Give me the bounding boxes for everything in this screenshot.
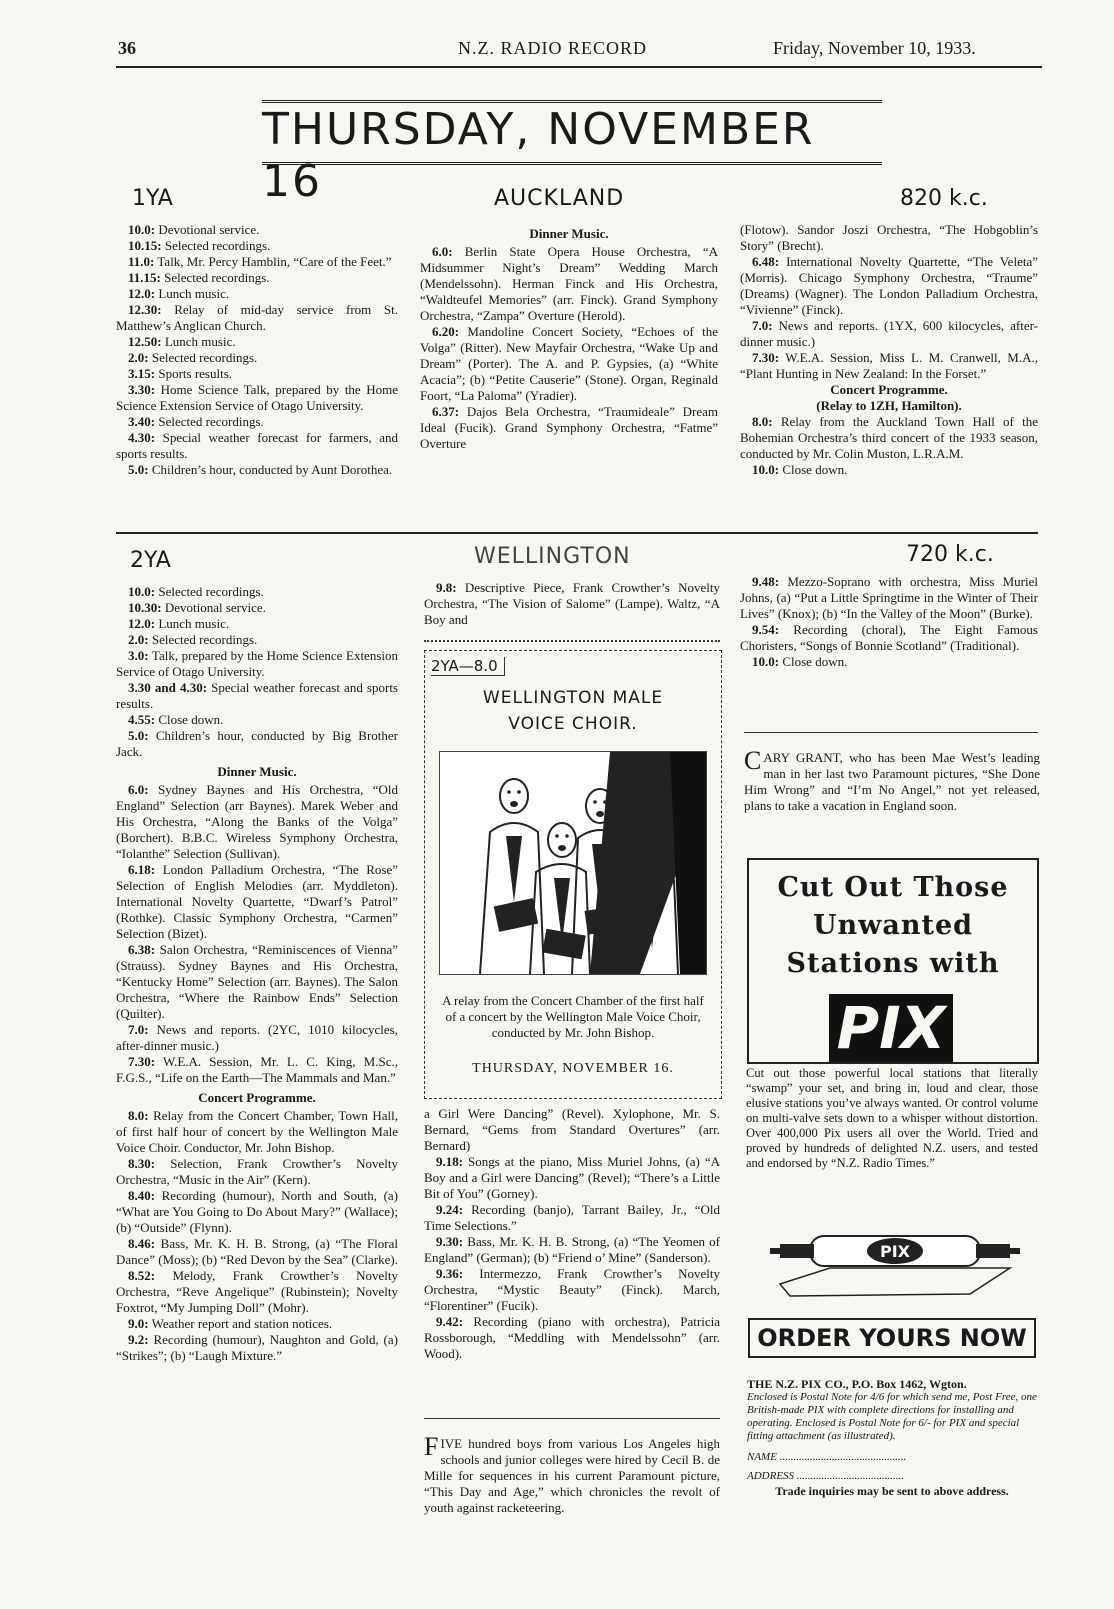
pix-coupon-text: Enclosed is Postal Note for 4/6 for which send me, Post Free, one British-made PIX with complete directions for installing and operating. Enclosed is Postal Note for 6/- for PIX and special fitting attachment (as illustrated). [747,1391,1037,1442]
header-rule [116,66,1042,68]
programme-item: 6.20: Mandoline Concert Society, “Echoes of the Volga” (Ritter). New Mayfair Orchestra, “Wake Up and Dream” (Porter). The A. and P. Gypsies, (a) “White Acacia”; (b) “Petite Causerie” (Stone). Organ, Reginald Foort, “La Paloma” (Yradier). [420,324,718,403]
auckland-evening-list [740,222,1038,382]
programme-item: 9.42: Recording (piano with orchestra), Patricia Rossborough, “Meddling with Mendelssohn” (arr. Wood). [424,1314,720,1361]
pix-ad-body: Cut out those powerful local stations that literally “swamp” your set, and bring in, loud and clear, those elusive stations you’ve always wanted. Or control volume on multi-valve sets down to a whisper without distortion. Over 400,000 Pix users all over the World. Tried and proved by hundreds of delighted N.Z. users, and tested and endorsed by “N.Z. Radio Times.” [746,1066,1038,1170]
trade-inquiries-note: Trade inquiries may be sent to above address. [775,1484,1009,1498]
programme-item: 3.30: Home Science Talk, prepared by the Home Science Extension Service of Otago University. [116,382,398,413]
coupon-name-line: NAME .............................................. [747,1451,907,1463]
station-call-1ya: 1YA [132,186,173,211]
choir-illustration [439,751,707,975]
pix-company-address: THE N.Z. PIX CO., P.O. Box 1462, Wgton. [747,1377,967,1391]
programme-item: 12.50: Lunch music. [128,334,236,349]
programme-item: 12.0: Lunch music. [128,616,230,631]
programme-item: 8.0: Relay from the Concert Chamber, Town Hall, of first half hour of concert by the Wellington Male Voice Choir. Conductor, Mr. John Bishop. [116,1108,398,1155]
auckland-column-1 [116,222,398,478]
choir-date: THURSDAY, NOVEMBER 16. [472,1061,674,1076]
programme-item: 5.0: Children’s hour, conducted by Aunt Dorothea. [128,462,393,477]
programme-item: 10.0: Close down. [752,654,848,669]
programme-item: 8.0: Relay from the Auckland Town Hall of the Bohemian Orchestra’s third concert of the 1933 season, conducted by Mr. Colin Muston, L.R.A.M. [740,414,1038,461]
station-frequency-720: 720 k.c. [906,542,994,567]
choir-feature-box [424,650,722,1099]
choir-heading-line2: VOICE CHOIR. [508,714,638,734]
programme-item: 8.30: Selection, Frank Crowther’s Novelty Orchestra, “Music in the Air” (Kern). [116,1156,398,1187]
coupon-name-label: NAME [747,1451,777,1463]
masthead: N.Z. RADIO RECORD [458,38,648,58]
page-header [0,38,1114,62]
programme-item: 9.24: Recording (banjo), Tarrant Bailey, Jr., “Old Time Selections.” [424,1202,720,1233]
programme-item: 8.52: Melody, Frank Crowther’s Novelty Orchestra, “Reve Angelique” (Rubinstein); Novelty Foxtrot, “My Jumping Doll” (Mohr). [116,1268,398,1315]
programme-item: 12.0: Lunch music. [128,286,230,301]
programme-item: 10.0: Close down. [752,462,848,477]
programme-item: 10.0: Selected recordings. [128,584,264,599]
programme-item: 3.0: Talk, prepared by the Home Science Extension Service of Otago University. [116,648,398,679]
programme-item: 9.30: Bass, Mr. K. H. B. Strong, (a) “The Yeomen of England” (German); (b) “Friend o’ Mine” (Sanderson). [424,1234,720,1265]
auckland-column-2 [420,222,718,452]
coupon-address-line: ADDRESS ....................................... [747,1470,905,1482]
programme-item: 9.48: Mezzo-Soprano with orchestra, Miss Muriel Johns, (a) “Put a Little Springtime in the Winter of Their Lives” (Knox); (b) “In the Valley of the Moon” (Burke). [740,574,1038,621]
programme-item: 8.46: Bass, Mr. K. H. B. Strong, (a) “The Floral Dance” (Moss); (b) “Red Devon by the Sea” (Clarke). [116,1236,398,1267]
title-rule-top [262,100,882,103]
pix-logo [779,994,1003,1062]
programme-item: 6.18: London Palladium Orchestra, “The Rose” Selection of English Melodies (arr. Myddleton). International Novelty Quartette, “Dwarf’s Patrol” (Rothke). Classic Symphony Orchestra, “Carmen” Selection (Bizet). [116,862,398,941]
heading-dinner-music-2: Dinner Music. [217,764,297,779]
programme-item: 11.0: Talk, Mr. Percy Hamblin, “Care of the Feet.” [128,254,392,269]
section-divider [116,532,1038,534]
programme-item: 9.8: Descriptive Piece, Frank Crowther’s Novelty Orchestra, “The Vision of Salome” (Lampe). Waltz, “A Boy and [424,580,720,627]
programme-item: (Flotow). Sandor Joszi Orchestra, “The Hobgoblin’s Story” (Brecht). [740,222,1038,253]
programme-item: a Girl Were Dancing” (Revel). Xylophone, Mr. S. Bernard, “Gems from Standard Overtures” (arr. Bernard) [424,1106,720,1153]
programme-item: 6.37: Dajos Bela Orchestra, “Traumideale” Dream Ideal (Fucik). Grand Symphony Orchestra, “Fatme” Overture [420,404,718,451]
programme-item: 9.0: Weather report and station notices. [128,1316,333,1331]
five-note-text: IVE hundred boys from various Los Angeles high schools and junior colleges were hired by Cecil B. de Mille for sequences in his current Paramount picture, “This Day and Age,” which chronicles the revolt of youth against racketeering. [424,1436,720,1515]
programme-item: 7.30: W.E.A. Session, Miss L. M. Cranwell, M.A., “Plant Hunting in New Zealand: In the Forset.” [740,350,1038,381]
programme-item: 9.18: Songs at the piano, Miss Muriel Johns, (a) “A Boy and a Girl were Dancing” (Revel); “There’s a Little Bit of You” (Gorney). [424,1154,720,1201]
programme-item: 7.0: News and reports. (2YC, 1010 kilocycles, after-dinner music.) [116,1022,398,1053]
programme-item: 6.48: International Novelty Quartette, “The Veleta” (Morris). Chicago Symphony Orchestra, “Traume” (Dreams) (Wagner). The London Palladium Orchestra, “Vivienne” (Finck). [740,254,1038,317]
station-city-wellington: WELLINGTON [474,544,631,569]
wellington-concert-list [116,1108,398,1364]
wellington-column-1 [116,584,398,1364]
programme-item: 6.0: Berlin State Opera House Orchestra, “A Midsummer Night’s Dream” Wedding March (Mendelssohn). Herman Finck and His Orchestra, “Waldteufel Memories” (arr. Finck). Grand Symphony Orchestra, “Zampa” Overture (Herold). [420,244,718,323]
programme-item: 9.36: Intermezzo, Frank Crowther’s Novelty Orchestra, “Mystic Beauty” (Finck). March, “Florentiner” (Fucik). [424,1266,720,1313]
page-number: 36 [118,38,136,58]
grant-rule [744,732,1038,733]
programme-item: 8.40: Recording (humour), North and South, (a) “What are You Going to Do About Mary?” (Wallace); (b) “Outside” (Flynn). [116,1188,398,1235]
programme-item: 2.0: Selected recordings. [128,632,258,647]
programme-item: 12.30: Relay of mid-day service from St. Matthew’s Anglican Church. [116,302,398,333]
programme-item: 3.40: Selected recordings. [128,414,264,429]
heading-dinner-music: Dinner Music. [529,226,609,241]
programme-item: 11.15: Selected recordings. [128,270,270,285]
pix-product-label: PIX [879,1242,911,1261]
pix-product-illustration [770,1224,1020,1300]
programme-item: 6.0: Sydney Baynes and His Orchestra, “Old England” Selection (arr Baynes). Marek Weber and His Orchestra, “Along the Banks of the Volga” (Borchert). B.B.C. Wireless Symphony Orchestra, “Iolanthe” Selection (Sullivan). [116,782,398,861]
programme-item: 10.0: Devotional service. [128,222,260,237]
station-city-auckland: AUCKLAND [494,186,625,211]
choir-heading [425,685,721,737]
auckland-dinner-list [420,244,718,452]
programme-item: 4.30: Special weather forecast for farmers, and sports results. [116,430,398,461]
pix-ad-line3: Stations with [786,948,1000,979]
cary-grant-note [744,746,1040,814]
pix-order-coupon [747,1378,1037,1498]
choir-heading-line1: WELLINGTON MALE [482,688,664,708]
choir-time-tag: 2YA—8.0 [431,657,505,676]
five-note-dropcap: F [424,1432,439,1461]
choir-caption: A relay from the Concert Chamber of the first half of a concert by the Wellington Male Voice Choir, conducted by Mr. John Bishop. [442,993,704,1040]
programme-item: 10.15: Selected recordings. [128,238,271,253]
page-title: THURSDAY, NOVEMBER 16 [262,104,815,207]
programme-item: 10.30: Devotional service. [128,600,266,615]
wellington-column-3 [740,574,1038,670]
heading-concert-programme-2: Concert Programme. [198,1090,316,1105]
programme-item: 3.15: Sports results. [128,366,233,381]
grant-note-dropcap: C [744,746,762,775]
heading-relay-hamilton: (Relay to 1ZH, Hamilton). [816,398,962,413]
programme-item: 3.30 and 4.30: Special weather forecast and sports results. [116,680,398,711]
title-rule-bottom [262,162,882,165]
auckland-column-3 [740,222,1038,478]
station-frequency-820: 820 k.c. [900,186,988,211]
wellington-column-2-top [424,580,720,628]
heading-concert-programme: Concert Programme. [830,382,948,397]
pix-advertisement [747,858,1039,1064]
coupon-address-label: ADDRESS [747,1470,795,1482]
note-rule [424,1418,720,1419]
auckland-concert-list [740,414,1038,478]
box-dotted-rule [424,640,720,642]
pix-ad-line1: Cut Out Those [777,872,1009,903]
programme-item: 5.0: Children’s hour, conducted by Big Brother Jack. [116,728,398,759]
programme-item: 2.0: Selected recordings. [128,350,258,365]
wellington-column-2-bottom [424,1106,720,1362]
programme-item: 7.30: W.E.A. Session, Mr. L. C. King, M.Sc., F.G.S., “Life on the Earth—The Mammals and Man.” [116,1054,398,1085]
programme-item: 7.0: News and reports. (1YX, 600 kilocycles, after-dinner music.) [740,318,1038,349]
programme-item: 6.38: Salon Orchestra, “Reminiscences of Vienna” (Strauss). Sydney Baynes and His Orchestra, “Kentucky Home” Selection (arr. Baynes). The Salon Orchestra, “Where the Rainbow Ends” Selection (Quilter). [116,942,398,1021]
order-yours-now-banner: ORDER YOURS NOW [748,1318,1036,1358]
grant-note-text: ARY GRANT, who has been Mae West’s leading man in her last two Paramount pictures, “She Done Him Wrong” and “I’m No Angel,” not yet released, plans to take a vacation in England soon. [744,750,1040,813]
issue-date: Friday, November 10, 1933. [773,38,976,58]
pix-ad-line2: Unwanted [812,910,974,941]
programme-item: 4.55: Close down. [128,712,224,727]
wellington-dinner-list [116,782,398,1086]
station-call-2ya: 2YA [130,548,171,573]
wellington-day-list [116,584,398,760]
pix-logo-text: PIX [829,994,954,1062]
programme-item: 9.2: Recording (humour), Naughton and Gold, (a) “Strikes”; (b) “Laugh Mixture.” [116,1332,398,1363]
programme-item: 9.54: Recording (choral), The Eight Famous Choristers, “Songs of Bonnie Scotland” (Traditional). [740,622,1038,653]
five-hundred-boys-note [424,1432,720,1516]
